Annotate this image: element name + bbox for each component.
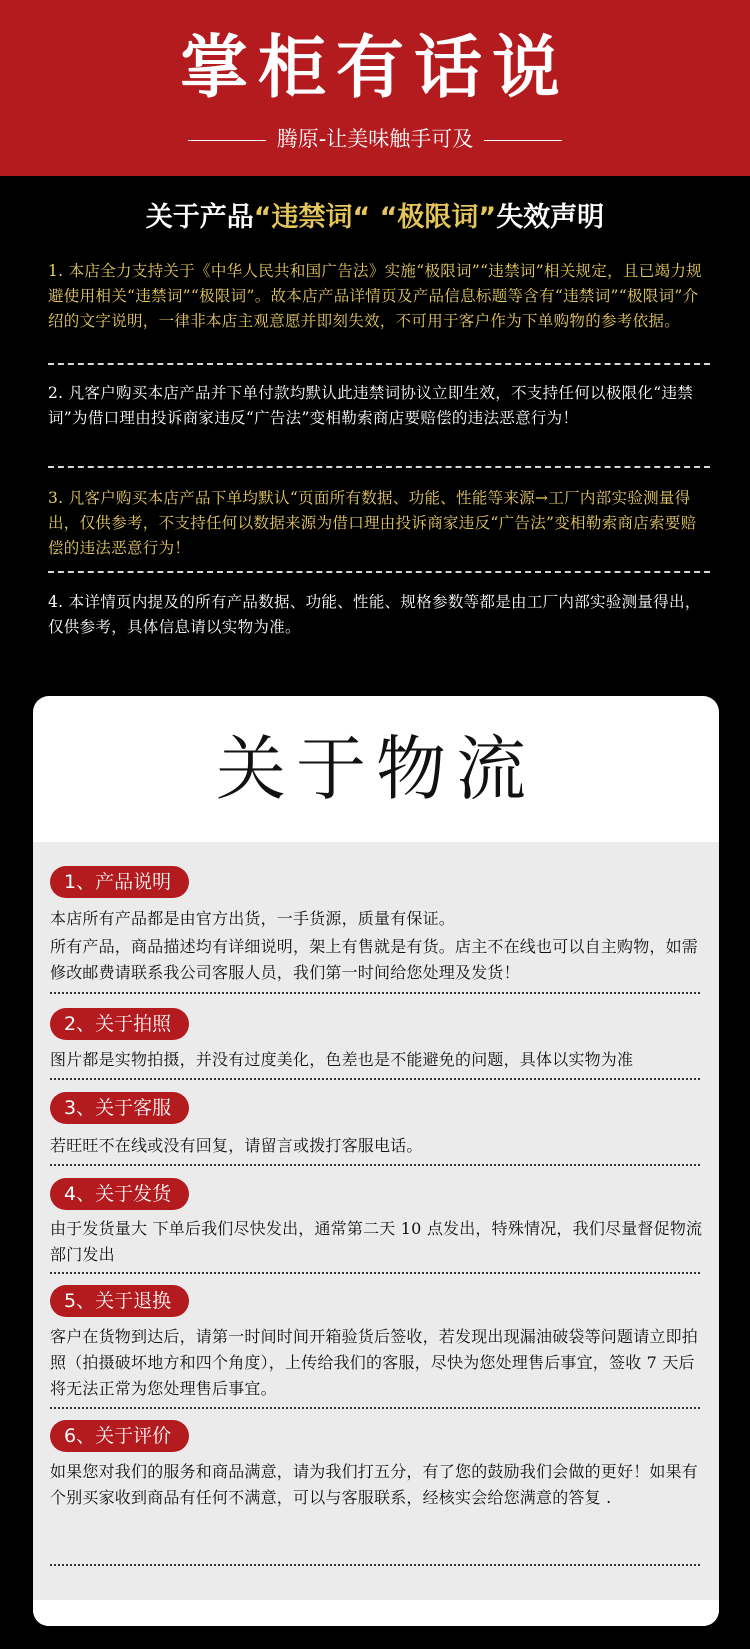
card-footer-strip	[33, 1600, 719, 1626]
subtitle-right-rule	[484, 140, 562, 141]
dotted-divider	[50, 1078, 700, 1080]
dotted-divider	[50, 1564, 700, 1566]
disclaimer-paragraph-2: 2. 凡客户购买本店产品并下单付款均默认此违禁词协议立即生效，不支持任何以极限化“违禁词”为借口理由投诉商家违反“广告法”变相勒索商店要赔偿的违法恶意行为！	[48, 384, 694, 427]
disclaimer-paragraph-1: 1. 本店全力支持关于《中华人民共和国广告法》实施“极限词”“违禁词”相关规定，且已竭力规避使用相关“违禁词”“极限词”。故本店产品详情页及产品信息标题等含有“违禁词”“极限词”介绍的文字说明，一律非本店主观意愿并即刻失效，不可用于客户作为下单购物的参考依据。	[48, 262, 702, 330]
disclaimer-title-suffix: 失效声明	[496, 202, 605, 233]
dotted-divider	[50, 1407, 700, 1409]
section-text-shipping: 由于发货量大 下单后我们尽快发出，通常第二天 10 点发出，特殊情况，我们尽量督促物流部门发出	[50, 1219, 703, 1264]
section-text-reviews: 如果您对我们的服务和商品满意，请为我们打五分，有了您的鼓励我们会做的更好！如果有个别买家收到商品有任何不满意，可以与客服联系，经核实会给您满意的答复 .	[50, 1462, 699, 1507]
dashed-divider	[48, 363, 710, 365]
section-text-photos: 图片都是实物拍摄，并没有过度美化，色差也是不能避免的问题，具体以实物为准	[50, 1050, 634, 1069]
dashed-divider	[48, 571, 710, 573]
dotted-divider	[50, 1272, 700, 1274]
logistics-body	[33, 842, 719, 1626]
section-text-product-2: 所有产品，商品描述均有详细说明，架上有售就是有货。店主不在线也可以自主购物，如需修改邮费请联系我公司客服人员，我们第一时间给您处理及发货！	[50, 937, 699, 982]
section-badge-service: 3、关于客服	[50, 1092, 189, 1124]
logistics-card	[33, 696, 719, 1626]
subtitle-left-rule	[188, 140, 266, 141]
disclaimer-paragraph-3: 3. 凡客户购买本店产品下单均默认“页面所有数据、功能、性能等来源→工厂内部实验测量得出，仅供参考，不支持任何以数据来源为借口理由投诉商家违反“广告法”变相勒索商店索要赔偿的违法恶意行为！	[48, 489, 697, 557]
dashed-divider	[48, 466, 710, 468]
header-banner	[0, 0, 750, 176]
disclaimer-section	[0, 176, 750, 696]
section-badge-photos: 2、关于拍照	[50, 1008, 189, 1040]
section-text-service: 若旺旺不在线或没有回复，请留言或拨打客服电话。	[50, 1136, 423, 1155]
disclaimer-paragraph-4: 4. 本详情页内提及的所有产品数据、功能、性能、规格参数等都是由工厂内部实验测量得出，仅供参考，具体信息请以实物为准。	[48, 593, 701, 636]
page-title: 掌柜有话说	[179, 28, 570, 108]
section-badge-shipping: 4、关于发货	[50, 1178, 189, 1210]
disclaimer-title-prefix: 关于产品	[145, 202, 254, 233]
logistics-title: 关于物流	[216, 728, 536, 810]
dotted-divider	[50, 992, 700, 994]
section-text-returns: 客户在货物到达后，请第一时间时间开箱验货后签收，若发现出现漏油破袋等问题请立即拍照（拍摄破坏地方和四个角度），上传给我们的客服，尽快为您处理售后事宜，签收 7 天后将无法正常为您处理售后事宜。	[50, 1327, 699, 1398]
header-subtitle: 腾原-让美味触手可及	[276, 127, 474, 151]
header-subtitle-row	[0, 124, 750, 154]
section-badge-product: 1、产品说明	[50, 866, 189, 898]
section-text-product-1: 本店所有产品都是由官方出货，一手货源，质量有保证。	[50, 909, 456, 928]
disclaimer-title	[0, 196, 750, 240]
disclaimer-title-keywords: “违禁词“ “极限词”	[253, 202, 497, 233]
section-badge-reviews: 6、关于评价	[50, 1420, 189, 1452]
section-badge-returns: 5、关于退换	[50, 1285, 189, 1317]
dotted-divider	[50, 1164, 700, 1166]
